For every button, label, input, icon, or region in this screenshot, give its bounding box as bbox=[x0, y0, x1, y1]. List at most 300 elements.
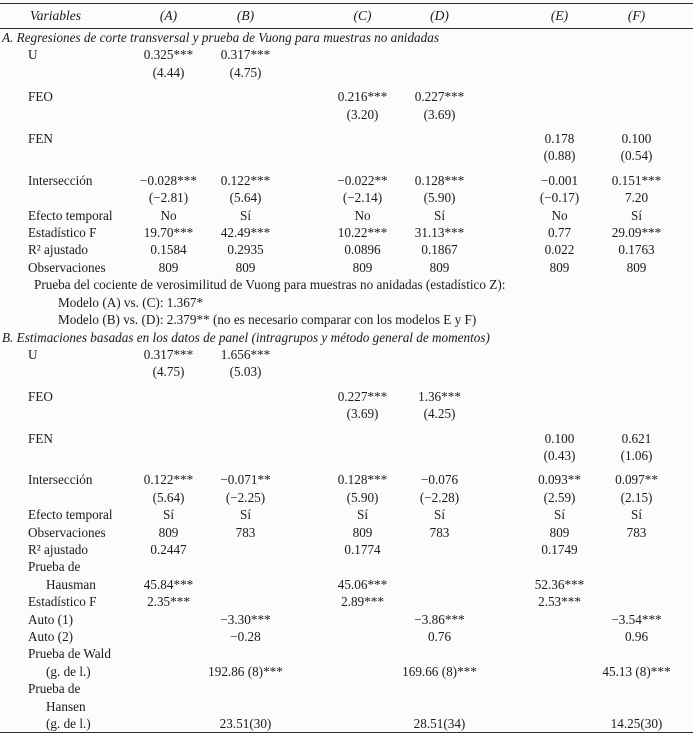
value-cell bbox=[207, 576, 284, 593]
value-cell: 0.1774 bbox=[344, 541, 381, 557]
value-cell: 0.097** bbox=[615, 472, 658, 488]
row-label bbox=[0, 64, 130, 81]
value-cell: 0.2935 bbox=[227, 242, 264, 258]
column-spacer bbox=[675, 645, 693, 662]
value-cell bbox=[401, 645, 478, 662]
value-cell bbox=[401, 423, 478, 447]
value-cell bbox=[207, 541, 284, 558]
row-label: (g. de l.) bbox=[46, 716, 91, 732]
section-title: A. Regresiones de corte transversal y prueba de Vuong para muestras no anidadas bbox=[2, 30, 439, 45]
column-spacer bbox=[478, 628, 521, 645]
value-cell: 0.151*** bbox=[611, 172, 662, 188]
column-spacer bbox=[675, 611, 693, 628]
column-spacer bbox=[478, 447, 521, 464]
value-cell: 0.317*** bbox=[220, 47, 271, 63]
column-spacer bbox=[284, 698, 324, 715]
note-text: Modelo (B) vs. (D): 2.379** (no es necesario comparar con los modelos E y F) bbox=[58, 312, 477, 328]
value-cell: 45.06*** bbox=[337, 576, 388, 592]
value-cell: 192.86 (8)*** bbox=[208, 663, 283, 679]
value-cell: 809 bbox=[158, 524, 179, 540]
value-cell: −0.022** bbox=[337, 172, 388, 188]
value-cell bbox=[324, 64, 401, 81]
column-spacer bbox=[675, 405, 693, 422]
col-header-c: (C) bbox=[324, 4, 401, 29]
value-cell: (2.59) bbox=[543, 489, 576, 505]
value-cell bbox=[324, 680, 401, 697]
value-cell: 0.1749 bbox=[541, 541, 578, 557]
value-cell bbox=[207, 447, 284, 464]
column-spacer bbox=[284, 663, 324, 680]
value-cell: 28.51(34) bbox=[413, 716, 466, 732]
column-spacer bbox=[675, 64, 693, 81]
value-cell bbox=[207, 680, 284, 697]
value-cell: 0.77 bbox=[547, 225, 572, 241]
value-cell bbox=[324, 447, 401, 464]
value-cell: No bbox=[551, 207, 568, 223]
note-text: Modelo (A) vs. (C): 1.367* bbox=[58, 294, 204, 310]
value-cell bbox=[324, 663, 401, 680]
table-row bbox=[0, 81, 693, 105]
column-spacer bbox=[478, 680, 521, 697]
value-cell: Sí bbox=[434, 207, 445, 223]
column-spacer bbox=[478, 611, 521, 628]
row-label bbox=[0, 489, 130, 506]
value-cell: −3.30*** bbox=[220, 611, 271, 627]
value-cell: 2.89*** bbox=[341, 594, 384, 610]
note-row bbox=[0, 276, 693, 293]
value-cell: (3.20) bbox=[346, 106, 379, 122]
table-row bbox=[0, 106, 693, 123]
value-cell: 2.35*** bbox=[147, 594, 190, 610]
value-cell bbox=[401, 123, 478, 147]
column-spacer bbox=[675, 106, 693, 123]
value-cell: (5.64) bbox=[229, 190, 262, 206]
column-spacer bbox=[478, 715, 521, 733]
row-label: Estadístico F bbox=[28, 594, 97, 610]
row-label bbox=[0, 189, 130, 206]
column-spacer bbox=[284, 81, 324, 105]
column-spacer bbox=[675, 81, 693, 105]
value-cell bbox=[521, 663, 598, 680]
value-cell: 783 bbox=[626, 524, 647, 540]
value-cell bbox=[401, 558, 478, 575]
column-spacer bbox=[675, 576, 693, 593]
col-header-f: (F) bbox=[598, 4, 675, 29]
value-cell: 45.13 (8)*** bbox=[602, 663, 671, 679]
column-spacer bbox=[675, 558, 693, 575]
column-spacer bbox=[284, 346, 324, 363]
header-row bbox=[0, 4, 693, 29]
value-cell: (4.75) bbox=[152, 364, 185, 380]
value-cell: 0.621 bbox=[621, 430, 652, 446]
value-cell: 1.36*** bbox=[418, 388, 461, 404]
column-spacer bbox=[478, 241, 521, 258]
table-row bbox=[0, 381, 693, 405]
value-cell: 0.325*** bbox=[143, 47, 194, 63]
column-spacer bbox=[478, 576, 521, 593]
value-cell bbox=[207, 381, 284, 405]
column-spacer bbox=[284, 4, 324, 29]
value-cell bbox=[521, 611, 598, 628]
row-label: Auto (2) bbox=[28, 629, 74, 644]
value-cell bbox=[207, 698, 284, 715]
col-header-variables: Variables bbox=[0, 4, 130, 29]
table-row bbox=[0, 715, 693, 733]
value-cell bbox=[401, 680, 478, 697]
value-cell bbox=[521, 715, 598, 733]
table-row bbox=[0, 593, 693, 610]
value-cell: 0.227*** bbox=[414, 89, 465, 105]
value-cell bbox=[598, 81, 675, 105]
value-cell: (−2.28) bbox=[419, 489, 460, 505]
section-title: B. Estimaciones basadas en los datos de panel (intragrupos y método general de momentos) bbox=[2, 329, 490, 345]
row-label: Prueba de bbox=[28, 681, 81, 697]
value-cell bbox=[130, 628, 207, 645]
value-cell: (5.03) bbox=[229, 364, 262, 380]
column-spacer bbox=[284, 123, 324, 147]
value-cell: 0.022 bbox=[544, 242, 575, 258]
column-spacer bbox=[284, 558, 324, 575]
value-cell: 809 bbox=[549, 259, 570, 275]
column-spacer bbox=[675, 663, 693, 680]
row-label: FEO bbox=[28, 388, 53, 404]
value-cell: (4.75) bbox=[229, 64, 262, 80]
value-cell bbox=[130, 147, 207, 164]
value-cell: 0.178 bbox=[544, 131, 575, 147]
column-spacer bbox=[478, 81, 521, 105]
value-cell bbox=[598, 106, 675, 123]
row-label: Estadístico F bbox=[28, 225, 97, 241]
col-header-b: (B) bbox=[207, 4, 284, 29]
table-row bbox=[0, 576, 693, 593]
section-row bbox=[0, 29, 693, 47]
row-label: Efecto temporal bbox=[28, 507, 113, 523]
table-row bbox=[0, 680, 693, 697]
row-label bbox=[0, 147, 130, 164]
value-cell: 23.51(30) bbox=[219, 716, 272, 732]
table-header bbox=[0, 4, 693, 29]
column-spacer bbox=[284, 106, 324, 123]
column-spacer bbox=[675, 224, 693, 241]
column-spacer bbox=[284, 423, 324, 447]
value-cell bbox=[324, 123, 401, 147]
value-cell: 0.122*** bbox=[220, 172, 271, 188]
value-cell bbox=[521, 698, 598, 715]
value-cell bbox=[130, 106, 207, 123]
value-cell: 0.100 bbox=[621, 131, 652, 147]
value-cell bbox=[130, 680, 207, 697]
column-spacer bbox=[284, 489, 324, 506]
value-cell bbox=[521, 46, 598, 63]
table-row bbox=[0, 147, 693, 164]
column-spacer bbox=[675, 524, 693, 541]
value-cell: 809 bbox=[352, 259, 373, 275]
value-cell bbox=[130, 645, 207, 662]
column-spacer bbox=[478, 64, 521, 81]
column-spacer bbox=[284, 447, 324, 464]
value-cell bbox=[130, 558, 207, 575]
value-cell: (5.90) bbox=[423, 190, 456, 206]
column-spacer bbox=[675, 489, 693, 506]
value-cell bbox=[598, 405, 675, 422]
value-cell: (0.88) bbox=[543, 148, 576, 164]
value-cell bbox=[598, 698, 675, 715]
value-cell bbox=[324, 628, 401, 645]
value-cell: 809 bbox=[626, 259, 647, 275]
table-row bbox=[0, 447, 693, 464]
row-label: FEN bbox=[28, 430, 53, 446]
column-spacer bbox=[284, 165, 324, 189]
value-cell: (2.15) bbox=[620, 489, 653, 505]
column-spacer bbox=[284, 224, 324, 241]
col-header-d: (D) bbox=[401, 4, 478, 29]
value-cell: 10.22*** bbox=[337, 225, 388, 241]
row-label bbox=[0, 447, 130, 464]
value-cell bbox=[324, 558, 401, 575]
value-cell bbox=[598, 558, 675, 575]
value-cell bbox=[401, 147, 478, 164]
column-spacer bbox=[284, 524, 324, 541]
value-cell: 783 bbox=[235, 524, 256, 540]
value-cell bbox=[207, 106, 284, 123]
value-cell: Sí bbox=[631, 207, 642, 223]
value-cell: −3.86*** bbox=[414, 611, 465, 627]
row-label: U bbox=[28, 47, 38, 63]
value-cell: Sí bbox=[631, 507, 642, 523]
table-row bbox=[0, 241, 693, 258]
value-cell: (0.43) bbox=[543, 447, 576, 463]
value-cell: (5.64) bbox=[152, 489, 185, 505]
value-cell: 45.84*** bbox=[143, 576, 194, 592]
column-spacer bbox=[675, 381, 693, 405]
column-spacer bbox=[675, 628, 693, 645]
column-spacer bbox=[284, 715, 324, 733]
value-cell bbox=[130, 611, 207, 628]
column-spacer bbox=[284, 147, 324, 164]
value-cell: (4.44) bbox=[152, 64, 185, 80]
column-spacer bbox=[478, 165, 521, 189]
column-spacer bbox=[478, 423, 521, 447]
value-cell bbox=[130, 447, 207, 464]
value-cell bbox=[324, 346, 401, 363]
column-spacer bbox=[675, 147, 693, 164]
value-cell: (−2.25) bbox=[225, 489, 266, 505]
value-cell: (−2.14) bbox=[342, 190, 383, 206]
table-row bbox=[0, 123, 693, 147]
value-cell bbox=[598, 64, 675, 81]
column-spacer bbox=[284, 464, 324, 488]
column-spacer bbox=[284, 506, 324, 523]
value-cell: 0.1867 bbox=[421, 242, 458, 258]
column-spacer bbox=[478, 558, 521, 575]
column-spacer bbox=[284, 46, 324, 63]
table-row bbox=[0, 46, 693, 63]
value-cell: −0.028*** bbox=[140, 172, 197, 188]
table-body bbox=[0, 29, 693, 733]
value-cell: (3.69) bbox=[423, 106, 456, 122]
row-label: R² ajustado bbox=[28, 541, 88, 557]
column-spacer bbox=[675, 680, 693, 697]
value-cell bbox=[521, 405, 598, 422]
value-cell: (1.06) bbox=[620, 447, 653, 463]
value-cell bbox=[130, 698, 207, 715]
column-spacer bbox=[478, 663, 521, 680]
value-cell bbox=[324, 423, 401, 447]
table-row bbox=[0, 224, 693, 241]
value-cell bbox=[598, 593, 675, 610]
table-row bbox=[0, 189, 693, 206]
value-cell: 2.53*** bbox=[538, 594, 581, 610]
value-cell: 31.13*** bbox=[414, 225, 465, 241]
value-cell: 42.49*** bbox=[220, 225, 271, 241]
table-row bbox=[0, 464, 693, 488]
table-row bbox=[0, 611, 693, 628]
row-label: U bbox=[28, 346, 38, 362]
value-cell: 783 bbox=[429, 524, 450, 540]
section-row bbox=[0, 329, 693, 346]
value-cell bbox=[130, 663, 207, 680]
value-cell: No bbox=[354, 207, 371, 223]
value-cell bbox=[401, 576, 478, 593]
row-label bbox=[0, 405, 130, 422]
table-row bbox=[0, 64, 693, 81]
value-cell: 0.317*** bbox=[143, 346, 194, 362]
table-row bbox=[0, 541, 693, 558]
note-row bbox=[0, 311, 693, 328]
value-cell bbox=[521, 645, 598, 662]
value-cell bbox=[130, 381, 207, 405]
value-cell: 809 bbox=[549, 524, 570, 540]
column-spacer bbox=[284, 64, 324, 81]
column-spacer bbox=[284, 611, 324, 628]
column-spacer bbox=[478, 147, 521, 164]
row-label: Auto (1) bbox=[28, 611, 74, 627]
row-label: Prueba de Wald bbox=[28, 646, 111, 662]
value-cell bbox=[207, 558, 284, 575]
column-spacer bbox=[478, 645, 521, 662]
column-spacer bbox=[478, 123, 521, 147]
row-label: Intersección bbox=[28, 472, 93, 488]
column-spacer bbox=[675, 363, 693, 380]
value-cell bbox=[324, 611, 401, 628]
column-spacer bbox=[478, 106, 521, 123]
value-cell bbox=[401, 46, 478, 63]
value-cell bbox=[324, 715, 401, 733]
value-cell: −3.54*** bbox=[611, 611, 662, 627]
column-spacer bbox=[284, 541, 324, 558]
row-label: R² ajustado bbox=[28, 242, 88, 258]
value-cell bbox=[207, 405, 284, 422]
table-row bbox=[0, 628, 693, 645]
value-cell: 0.96 bbox=[624, 629, 649, 644]
value-cell: 1.656*** bbox=[220, 346, 271, 362]
row-label: Prueba de bbox=[28, 559, 81, 575]
row-label: Observaciones bbox=[28, 524, 106, 540]
value-cell: 0.2447 bbox=[150, 541, 187, 557]
column-spacer bbox=[675, 506, 693, 523]
value-cell bbox=[324, 645, 401, 662]
value-cell bbox=[521, 381, 598, 405]
value-cell bbox=[324, 698, 401, 715]
column-spacer bbox=[478, 593, 521, 610]
value-cell: 809 bbox=[352, 524, 373, 540]
table-row bbox=[0, 423, 693, 447]
value-cell bbox=[521, 628, 598, 645]
column-spacer bbox=[284, 645, 324, 662]
column-spacer bbox=[284, 189, 324, 206]
value-cell: (−2.81) bbox=[148, 190, 189, 206]
value-cell bbox=[521, 363, 598, 380]
value-cell: −0.076 bbox=[420, 472, 459, 488]
value-cell bbox=[521, 346, 598, 363]
value-cell: −0.071** bbox=[220, 472, 271, 488]
col-header-a: (A) bbox=[130, 4, 207, 29]
value-cell bbox=[401, 541, 478, 558]
value-cell bbox=[207, 423, 284, 447]
value-cell: 29.09*** bbox=[611, 225, 662, 241]
value-cell bbox=[207, 645, 284, 662]
table-row bbox=[0, 207, 693, 224]
column-spacer bbox=[478, 464, 521, 488]
value-cell: (−0.17) bbox=[539, 190, 580, 206]
column-spacer bbox=[675, 447, 693, 464]
column-spacer bbox=[478, 405, 521, 422]
value-cell bbox=[521, 81, 598, 105]
value-cell bbox=[401, 363, 478, 380]
column-spacer bbox=[675, 207, 693, 224]
value-cell: 19.70*** bbox=[143, 225, 194, 241]
col-header-e: (E) bbox=[521, 4, 598, 29]
value-cell bbox=[521, 106, 598, 123]
row-label: Efecto temporal bbox=[28, 207, 113, 223]
value-cell: (5.90) bbox=[346, 489, 379, 505]
value-cell bbox=[207, 593, 284, 610]
value-cell: Sí bbox=[357, 507, 368, 523]
value-cell: 14.25(30) bbox=[610, 716, 663, 732]
row-label: Observaciones bbox=[28, 259, 106, 275]
column-spacer bbox=[284, 207, 324, 224]
value-cell bbox=[130, 715, 207, 733]
value-cell bbox=[598, 381, 675, 405]
value-cell: 0.128*** bbox=[414, 172, 465, 188]
value-cell: 52.36*** bbox=[534, 576, 585, 592]
column-spacer bbox=[284, 576, 324, 593]
column-spacer bbox=[478, 363, 521, 380]
column-spacer bbox=[478, 46, 521, 63]
table-row bbox=[0, 524, 693, 541]
column-spacer bbox=[284, 241, 324, 258]
column-spacer bbox=[284, 363, 324, 380]
column-spacer bbox=[284, 405, 324, 422]
value-cell bbox=[401, 447, 478, 464]
row-label: (g. de l.) bbox=[46, 663, 91, 679]
table-row bbox=[0, 405, 693, 422]
value-cell: 809 bbox=[235, 259, 256, 275]
column-spacer bbox=[675, 165, 693, 189]
column-spacer bbox=[675, 715, 693, 733]
column-spacer bbox=[675, 4, 693, 29]
column-spacer bbox=[675, 423, 693, 447]
value-cell: 0.227*** bbox=[337, 388, 388, 404]
table-row bbox=[0, 663, 693, 680]
value-cell: Sí bbox=[163, 507, 174, 523]
column-spacer bbox=[284, 381, 324, 405]
table-row bbox=[0, 346, 693, 363]
column-spacer bbox=[675, 464, 693, 488]
value-cell: 0.76 bbox=[427, 629, 452, 644]
value-cell: −0.28 bbox=[230, 629, 261, 644]
row-label: FEN bbox=[28, 131, 53, 147]
